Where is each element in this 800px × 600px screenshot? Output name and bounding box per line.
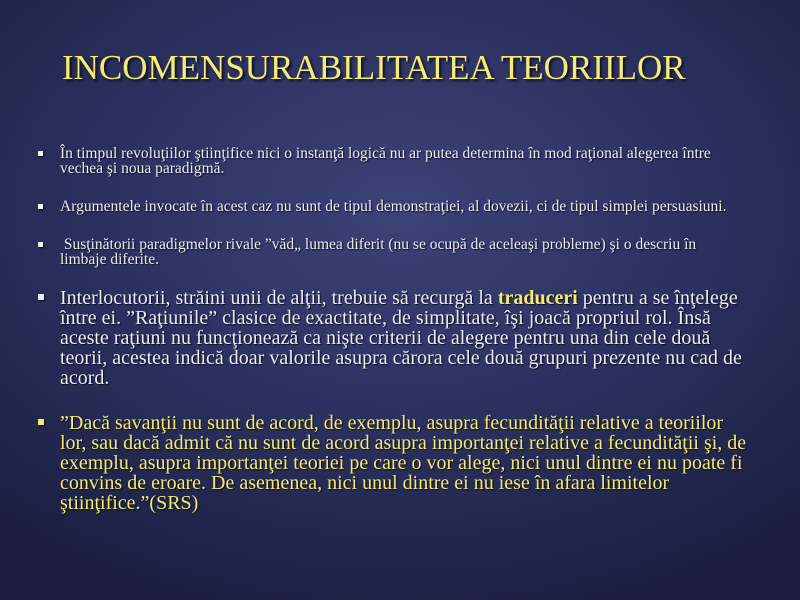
bullet-marker xyxy=(38,204,43,209)
bullet-text-line xyxy=(60,288,742,308)
quote-text-line: exemplu, asupra importanţei teoriei pe care o vor alege, nici unul dintre ei nu poate fi xyxy=(60,452,743,474)
bullet-text-line: În timpul revoluţiilor ştiinţifice nici o instanţă logică nu ar putea determina în mod raţional alegerea între xyxy=(60,145,711,162)
highlighted-term: traduceri xyxy=(497,287,578,309)
bullet-text-line: vechea şi noua paradigmă. xyxy=(60,160,225,177)
bullet-marker xyxy=(38,242,43,247)
bullet-text-line: limbaje diferite. xyxy=(60,251,159,268)
quote-bullet-item xyxy=(60,413,746,513)
bullet-text-line: Susţinătorii paradigmelor rivale ”văd„ lumea diferit (nu se ocupă de aceleaşi probleme) şi o descriu în xyxy=(60,236,697,253)
bullet-marker xyxy=(38,419,44,425)
bullet-text-line: acord. xyxy=(60,367,110,389)
text-segment: Interlocutorii, străini unii de alţii, trebuie să recurgă la xyxy=(60,287,498,309)
bullet-text-line: Argumentele invocate în acest caz nu sunt de tipul demonstraţiei, al dovezii, ci de tipul simplei persuasiuni. xyxy=(60,198,727,215)
bullet-marker xyxy=(38,294,44,300)
quote-text-line: ”Dacă savanţii nu sunt de acord, de exemplu, asupra fecundităţii relative a teoriilor xyxy=(60,412,724,434)
text-segment: pentru a se înţelege xyxy=(577,287,738,309)
bullet-item xyxy=(60,146,711,176)
quote-text-line: convins de eroare. De asemenea, nici unul dintre ei nu iese în afara limitelor xyxy=(60,472,670,494)
bullet-text-line: teorii, acestea indică doar valorile asupra cărora cele două grupuri prezente nu cad de xyxy=(60,347,742,369)
bullet-text-line: aceste raţiuni nu funcţionează ca nişte criterii de alegere pentru una din cele două xyxy=(60,327,711,349)
bullet-item xyxy=(60,237,696,267)
bullet-item xyxy=(60,288,742,388)
quote-text-line: ştiinţifice.”(SRS) xyxy=(60,492,199,514)
bullet-marker xyxy=(38,151,43,156)
slide-title: INCOMENSURABILITATEA TEORIILOR xyxy=(62,48,686,87)
quote-text-line: lor, sau dacă admit că nu sunt de acord asupra importanţei relative a fecundităţii şi, de xyxy=(60,432,747,454)
bullet-text-line: între ei. ”Raţiunile” clasice de exactitate, de simplitate, îşi joacă propriul rol. Însă xyxy=(60,307,711,329)
bullet-item xyxy=(60,199,726,214)
